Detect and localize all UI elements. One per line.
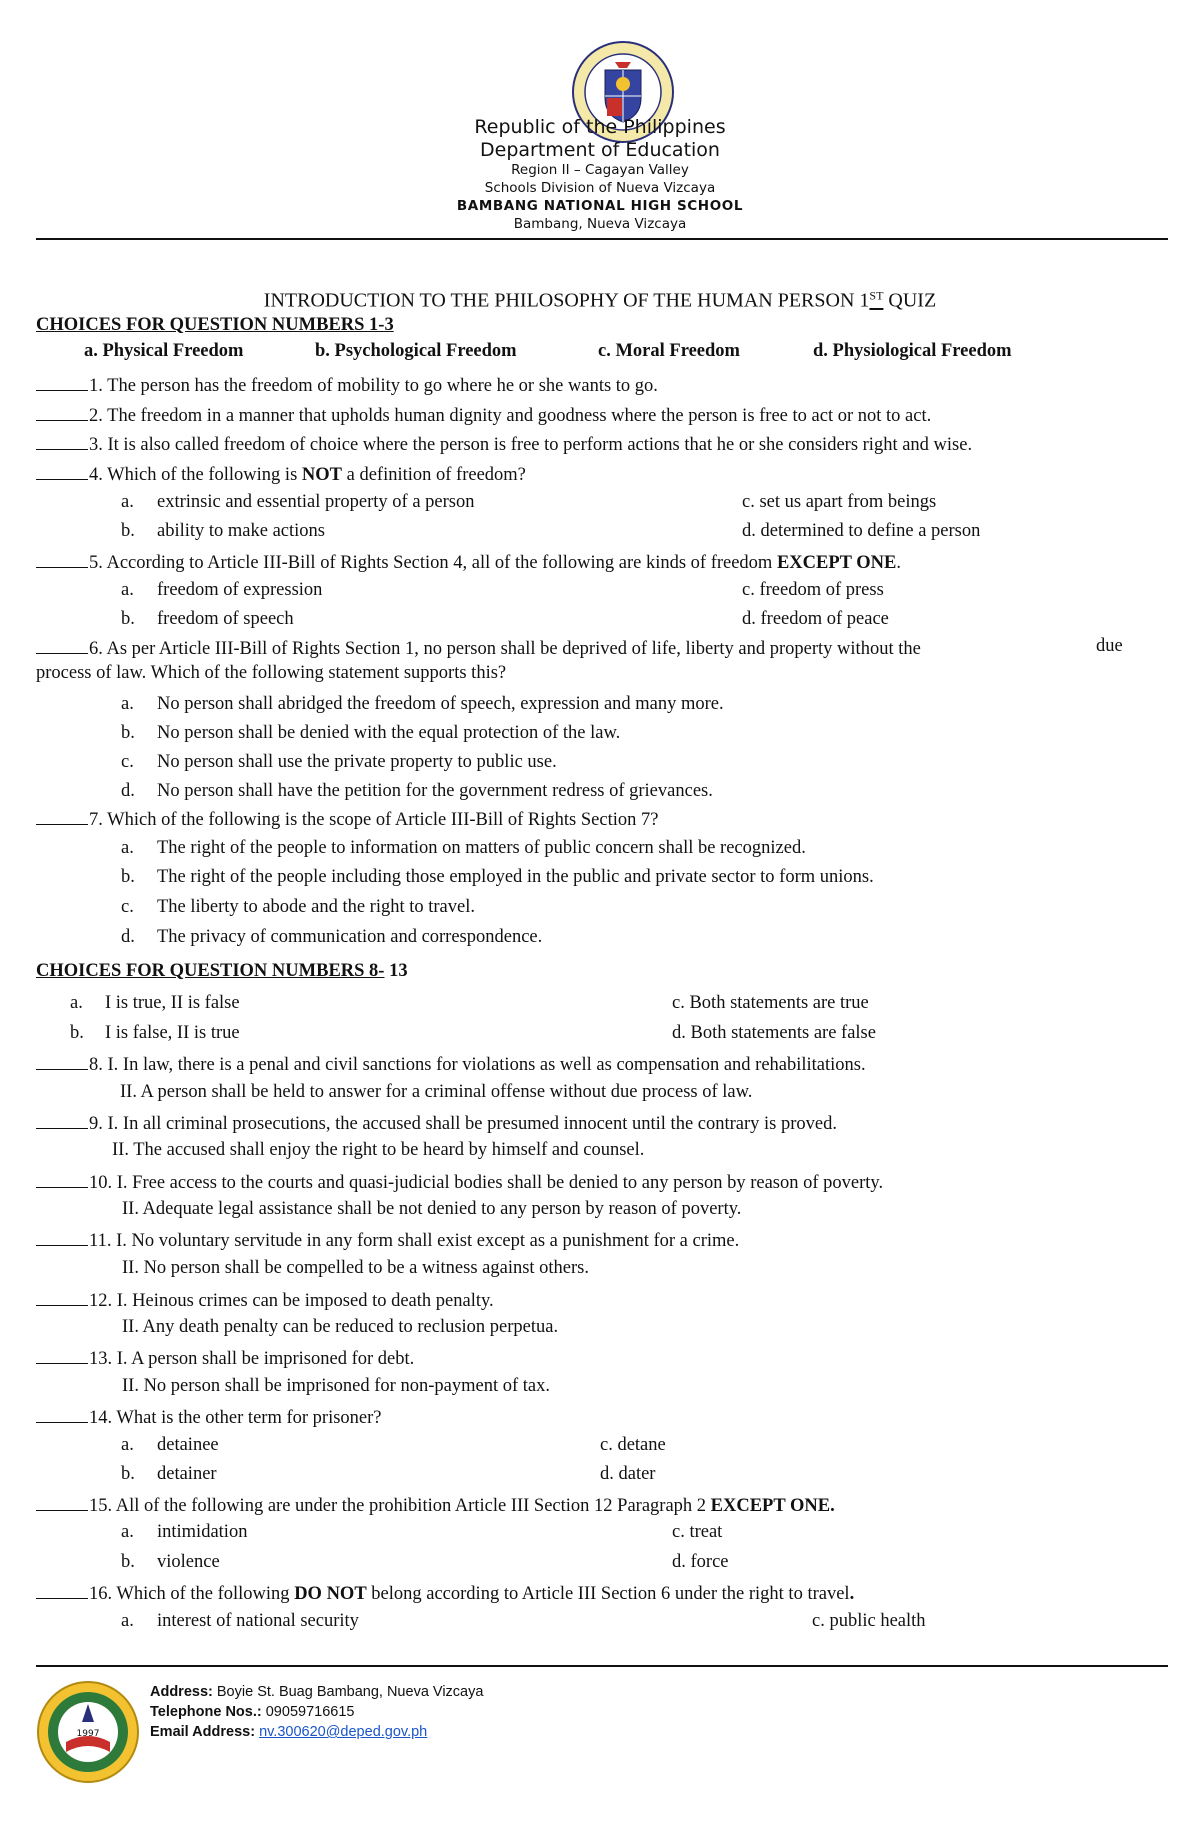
header-department: Department of Education xyxy=(480,139,720,161)
option-text: freedom of speech xyxy=(157,609,294,629)
option-marker: b. xyxy=(70,1023,84,1043)
header-region: Region II – Cagayan Valley xyxy=(511,162,689,178)
question-10: 10. I. Free access to the courts and quasi-judicial bodies shall be denied to any person by reason of poverty. xyxy=(36,1171,883,1193)
option-text: No person shall be denied with the equal protection of the law. xyxy=(157,723,621,743)
question-7: 7. Which of the following is the scope of Article III-Bill of Rights Section 7? xyxy=(36,808,658,830)
question-11-statement-2: II. No person shall be compelled to be a witness against others. xyxy=(122,1258,590,1278)
header-divider xyxy=(36,238,1168,240)
option-marker: b. xyxy=(121,1552,135,1572)
option-marker: a. xyxy=(121,492,134,512)
answer-blank[interactable] xyxy=(36,1229,88,1246)
option-text: The right of the people to information on matters of public concern shall be recognized. xyxy=(157,838,806,858)
option-marker: b. xyxy=(121,723,135,743)
question-13-statement-2: II. No person shall be imprisoned for non-payment of tax. xyxy=(122,1376,550,1396)
option-marker: d. xyxy=(121,781,135,801)
answer-blank[interactable] xyxy=(36,1053,88,1070)
answer-blank[interactable] xyxy=(36,463,88,480)
question-6-line2: process of law. Which of the following statement supports this? xyxy=(36,663,507,683)
option-text: No person shall have the petition for the government redress of grievances. xyxy=(157,781,713,801)
answer-blank[interactable] xyxy=(36,1289,88,1306)
option-text: c. set us apart from beings xyxy=(742,492,937,512)
answer-blank[interactable] xyxy=(36,433,88,450)
footer-email: Email Address: nv.300620@deped.gov.ph xyxy=(150,1724,428,1740)
question-15: 15. All of the following are under the prohibition Article III Section 12 Paragraph 2 EXCEPT ONE. xyxy=(36,1494,835,1516)
question-8: 8. I. In law, there is a penal and civil sanctions for violations as well as compensation and rehabilitations. xyxy=(36,1053,866,1075)
option-marker: a. xyxy=(121,580,134,600)
answer-blank[interactable] xyxy=(36,1582,88,1599)
question-6: 6. As per Article III-Bill of Rights Section 1, no person shall be deprived of life, liberty and property without the xyxy=(36,637,921,659)
option-text: c. public health xyxy=(812,1611,926,1631)
question-12: 12. I. Heinous crimes can be imposed to death penalty. xyxy=(36,1289,494,1311)
option-text: c. freedom of press xyxy=(742,580,884,600)
answer-blank[interactable] xyxy=(36,374,88,391)
option-text: The right of the people including those employed in the public and private sector to form unions. xyxy=(157,867,874,887)
answer-blank[interactable] xyxy=(36,637,88,654)
header-division: Schools Division of Nueva Vizcaya xyxy=(484,180,716,196)
option-text: d. freedom of peace xyxy=(742,609,889,629)
option-text: c. detane xyxy=(600,1435,666,1455)
option-marker: b. xyxy=(121,521,135,541)
section2-heading: CHOICES FOR QUESTION NUMBERS 8- 13 xyxy=(36,961,408,981)
option-text: c. treat xyxy=(672,1522,723,1542)
header-school-name: BAMBANG NATIONAL HIGH SCHOOL xyxy=(456,198,744,214)
question-6-line1-end: due xyxy=(1096,636,1123,656)
header-republic: Republic of the Philippines xyxy=(474,116,726,138)
option-text: intimidation xyxy=(157,1522,248,1542)
option-marker: a. xyxy=(121,838,134,858)
option-text: The liberty to abode and the right to travel. xyxy=(157,897,475,917)
option-marker: c. xyxy=(121,752,134,772)
option-marker: d. xyxy=(121,927,135,947)
option-text: detainer xyxy=(157,1464,217,1484)
option-text: detainee xyxy=(157,1435,219,1455)
answer-blank[interactable] xyxy=(36,1347,88,1364)
question-14: 14. What is the other term for prisoner? xyxy=(36,1406,382,1428)
question-4: 4. Which of the following is NOT a definition of freedom? xyxy=(36,463,526,485)
question-11: 11. I. No voluntary servitude in any form shall exist except as a punishment for a crime. xyxy=(36,1229,739,1251)
section1-choice-b: b. Psychological Freedom xyxy=(315,341,517,361)
email-link[interactable]: nv.300620@deped.gov.ph xyxy=(259,1724,428,1740)
question-13: 13. I. A person shall be imprisoned for debt. xyxy=(36,1347,414,1369)
question-8-statement-2: II. A person shall be held to answer for a criminal offense without due process of law. xyxy=(120,1082,753,1102)
question-10-statement-2: II. Adequate legal assistance shall be not denied to any person by reason of poverty. xyxy=(122,1199,742,1219)
logo-year: 1997 xyxy=(76,1729,100,1739)
option-text: No person shall use the private property to public use. xyxy=(157,752,557,772)
question-9: 9. I. In all criminal prosecutions, the accused shall be presumed innocent until the contrary is proved. xyxy=(36,1112,837,1134)
option-text: interest of national security xyxy=(157,1611,359,1631)
option-text: freedom of expression xyxy=(157,580,323,600)
question-3: 3. It is also called freedom of choice where the person is free to perform actions that he or she considers right and wise. xyxy=(36,433,972,455)
header-school-address: Bambang, Nueva Vizcaya xyxy=(513,216,687,232)
option-text: The privacy of communication and correspondence. xyxy=(157,927,543,947)
option-marker: a. xyxy=(121,1522,134,1542)
option-marker: a. xyxy=(121,1435,134,1455)
option-text: I is true, II is false xyxy=(105,993,240,1013)
option-text: violence xyxy=(157,1552,220,1572)
footer-phone: Telephone Nos.: 09059716615 xyxy=(150,1704,355,1720)
option-marker: b. xyxy=(121,1464,135,1484)
section1-choice-a: a. Physical Freedom xyxy=(84,341,244,361)
option-text: d. force xyxy=(672,1552,729,1572)
question-1: 1. The person has the freedom of mobility to go where he or she wants to go. xyxy=(36,374,658,396)
footer-divider xyxy=(36,1665,1168,1667)
answer-blank[interactable] xyxy=(36,551,88,568)
option-text: ability to make actions xyxy=(157,521,325,541)
option-marker: c. xyxy=(121,897,134,917)
question-2: 2. The freedom in a manner that upholds human dignity and goodness where the person is free to act or not to act. xyxy=(36,404,931,426)
option-marker: a. xyxy=(121,1611,134,1631)
option-text: I is false, II is true xyxy=(105,1023,240,1043)
question-12-statement-2: II. Any death penalty can be reduced to reclusion perpetua. xyxy=(122,1317,559,1337)
option-text: d. Both statements are false xyxy=(672,1023,876,1043)
option-text: extrinsic and essential property of a person xyxy=(157,492,475,512)
answer-blank[interactable] xyxy=(36,808,88,825)
quiz-title: INTRODUCTION TO THE PHILOSOPHY OF THE HUMAN PERSON 1ST QUIZ xyxy=(263,288,937,312)
answer-blank[interactable] xyxy=(36,1494,88,1511)
option-text: No person shall abridged the freedom of speech, expression and many more. xyxy=(157,694,724,714)
option-text: c. Both statements are true xyxy=(672,993,869,1013)
option-text: d. dater xyxy=(600,1464,656,1484)
footer-address: Address: Boyie St. Buag Bambang, Nueva Vizcaya xyxy=(150,1684,484,1700)
question-5: 5. According to Article III-Bill of Rights Section 4, all of the following are kinds of freedom EXCEPT ONE. xyxy=(36,551,901,573)
question-9-statement-2: II. The accused shall enjoy the right to be heard by himself and counsel. xyxy=(112,1140,645,1160)
option-marker: b. xyxy=(121,609,135,629)
option-marker: a. xyxy=(121,694,134,714)
section1-choice-d: d. Physiological Freedom xyxy=(813,341,1012,361)
option-marker: b. xyxy=(121,867,135,887)
answer-blank[interactable] xyxy=(36,404,88,421)
option-text: d. determined to define a person xyxy=(742,521,981,541)
question-16: 16. Which of the following DO NOT belong according to Article III Section 6 under the right to travel. xyxy=(36,1582,854,1604)
answer-blank[interactable] xyxy=(36,1112,88,1129)
section1-heading: CHOICES FOR QUESTION NUMBERS 1-3 xyxy=(36,315,394,335)
school-logo xyxy=(36,1680,140,1784)
section1-choice-c: c. Moral Freedom xyxy=(598,341,740,361)
answer-blank[interactable] xyxy=(36,1406,88,1423)
answer-blank[interactable] xyxy=(36,1171,88,1188)
option-marker: a. xyxy=(70,993,83,1013)
